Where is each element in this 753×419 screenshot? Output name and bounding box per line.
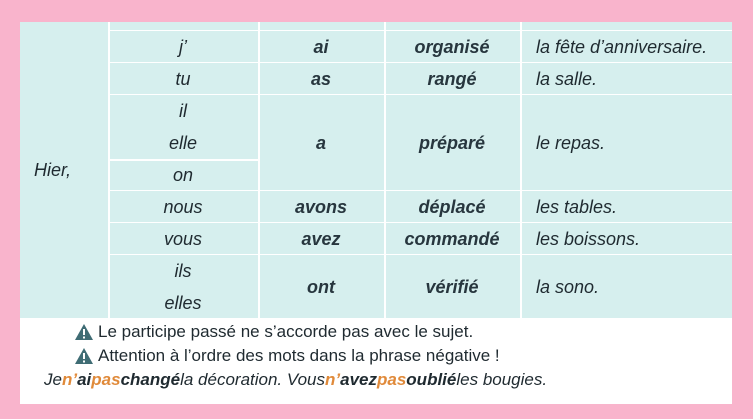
example-auxiliary: ai	[77, 370, 92, 389]
note-negation	[74, 344, 734, 368]
negation-ne: n’	[325, 370, 341, 389]
table-row	[108, 62, 732, 95]
note-agreement	[74, 320, 734, 344]
auxiliary: a	[315, 132, 326, 153]
negation-ne: n’	[61, 370, 78, 389]
complement: les boissons.	[536, 228, 641, 249]
conjugation-table	[20, 22, 732, 318]
table-row	[108, 94, 732, 191]
auxiliary: ont	[307, 276, 335, 297]
note-text: Attention à l’ordre des mots dans la phrase négative !	[98, 346, 500, 365]
auxiliary: avez	[301, 228, 341, 249]
table-row	[108, 30, 732, 63]
warning-icon	[74, 323, 94, 341]
example-sentence	[44, 368, 734, 392]
pronoun: elles	[164, 292, 202, 313]
past-participle: rangé	[427, 68, 477, 89]
pronoun: on	[172, 164, 194, 185]
past-participle: organisé	[414, 36, 490, 57]
auxiliary: as	[310, 68, 332, 89]
example-text: Je	[44, 370, 62, 389]
past-participle: préparé	[418, 132, 486, 153]
past-participle: commandé	[404, 228, 500, 249]
table-row	[108, 254, 732, 319]
past-participle: vérifié	[425, 276, 479, 297]
hier-label: Hier,	[34, 159, 72, 180]
pronoun: ils	[174, 260, 192, 281]
negation-pas: pas	[91, 370, 121, 389]
auxiliary: avons	[294, 196, 348, 217]
page	[20, 22, 732, 404]
example-text: les bougies.	[456, 370, 548, 389]
warning-icon	[74, 347, 94, 365]
complement: la fête d’anniversaire.	[536, 36, 708, 57]
negation-pas: pas	[377, 370, 407, 389]
pronoun: nous	[163, 196, 203, 217]
complement: les tables.	[536, 196, 618, 217]
table-row	[108, 222, 732, 255]
notes	[44, 320, 734, 392]
table-row	[108, 190, 732, 223]
auxiliary: ai	[313, 36, 329, 57]
note-text: Le participe passé ne s’accorde pas avec le sujet.	[98, 322, 474, 341]
complement: la salle.	[536, 68, 598, 89]
pronoun: il	[179, 100, 187, 121]
past-participle: déplacé	[418, 196, 486, 217]
complement: la sono.	[536, 276, 600, 297]
pronoun: elle	[168, 132, 198, 153]
pronoun: tu	[175, 68, 191, 89]
row-divider	[108, 159, 258, 161]
pronoun: j’	[179, 36, 187, 57]
example-text: la décoration. Vous	[180, 370, 326, 389]
example-participle: oublié	[406, 370, 457, 389]
example-participle: changé	[120, 370, 181, 389]
pronoun: vous	[163, 228, 203, 249]
complement: le repas.	[536, 132, 606, 153]
example-auxiliary: avez	[340, 370, 377, 389]
